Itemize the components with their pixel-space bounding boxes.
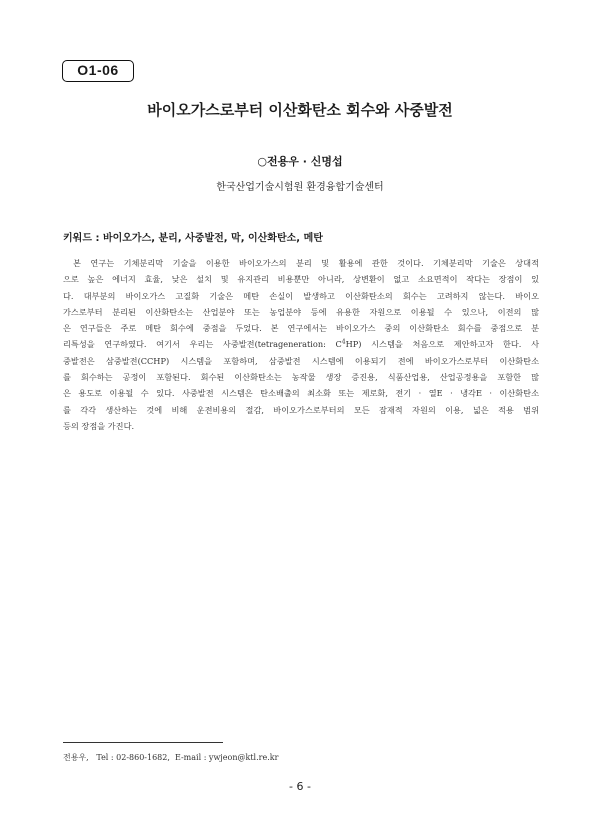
- abstract-line: 중발전은 삼중발전(CCHP) 시스템을 포함하며, 삼중발전 시스템에 이용되기 전에 바이오가스로부터 이산화탄소: [63, 355, 539, 366]
- abstract-line: 등의 장점을 가진다.: [63, 420, 135, 431]
- footnote-contact: 전용우, Tel : 02-860-1682, E-mail : ywjeon@ktl.re.kr: [63, 753, 279, 762]
- paper-code-badge: O1-06: [62, 60, 134, 82]
- abstract-line: 은 연구들은 주로 메탄 회수에 중점을 두었다. 본 연구에서는 바이오가스 중의 이산화탄소 회수를 중점으로 분: [63, 323, 539, 334]
- abstract-line: [63, 336, 539, 352]
- paper-title: 바이오가스로부터 이산화탄소 회수와 사중발전: [147, 101, 453, 119]
- abstract-line: 으로 높은 에너지 효율, 낮은 설치 및 유지관리 비용뿐만 아니라, 상변환이 없고 소요면적이 작다는 장점이 있: [63, 274, 539, 285]
- author-affiliation: 한국산업기술시험원 환경융합기술센터: [216, 182, 384, 193]
- abstract-body: [63, 255, 539, 434]
- abstract-line: 다. 대부분의 바이오가스 고질화 기술은 메탄 손실이 발생하고 이산화탄소의 회수는 고려하지 않는다. 바이오: [63, 290, 539, 301]
- footnote-divider: [63, 742, 223, 743]
- abstract-line: 가스로부터 분리된 이산화탄소는 산업분야 또는 농업분야 등에 유용한 자원으로 이용될 수 있으나, 이전의 많: [63, 306, 539, 317]
- keywords-line: 키워드 : 바이오가스, 분리, 사중발전, 막, 이산화탄소, 메탄: [63, 233, 323, 244]
- abstract-superscript: 4: [341, 338, 346, 346]
- abstract-line: 를 각각 생산하는 것에 비해 운전비용의 절감, 바이오가스로부터의 모든 잠재적 자원의 이용, 넓은 적용 범위: [63, 404, 539, 415]
- abstract-line: 은 용도로 이용될 수 있다. 사중발전 시스템은 탄소배출의 최소화 또는 제로화, 전기 · 열E · 냉각E · 이산화탄소: [63, 388, 539, 399]
- abstract-line: 본 연구는 기체분리막 기술을 이용한 바이오가스의 분리 및 활용에 관한 것이다. 기체분리막 기술은 상대적: [73, 258, 539, 268]
- abstract-line-part: HP) 시스템을 처음으로 제안하고자 한다. 사: [345, 339, 539, 350]
- abstract-line: 를 회수하는 공정이 포함된다. 회수된 이산화탄소는 농작물 생장 증진용, 식품산업용, 산업공정용을 포함한 많: [63, 372, 539, 383]
- page-number: - 6 -: [289, 780, 311, 793]
- author-list: ○전용우 · 신명섭: [257, 155, 343, 168]
- abstract-line-part: 리특성을 연구하였다. 여기서 우리는 사중발전(tetrageneration: C: [63, 339, 342, 350]
